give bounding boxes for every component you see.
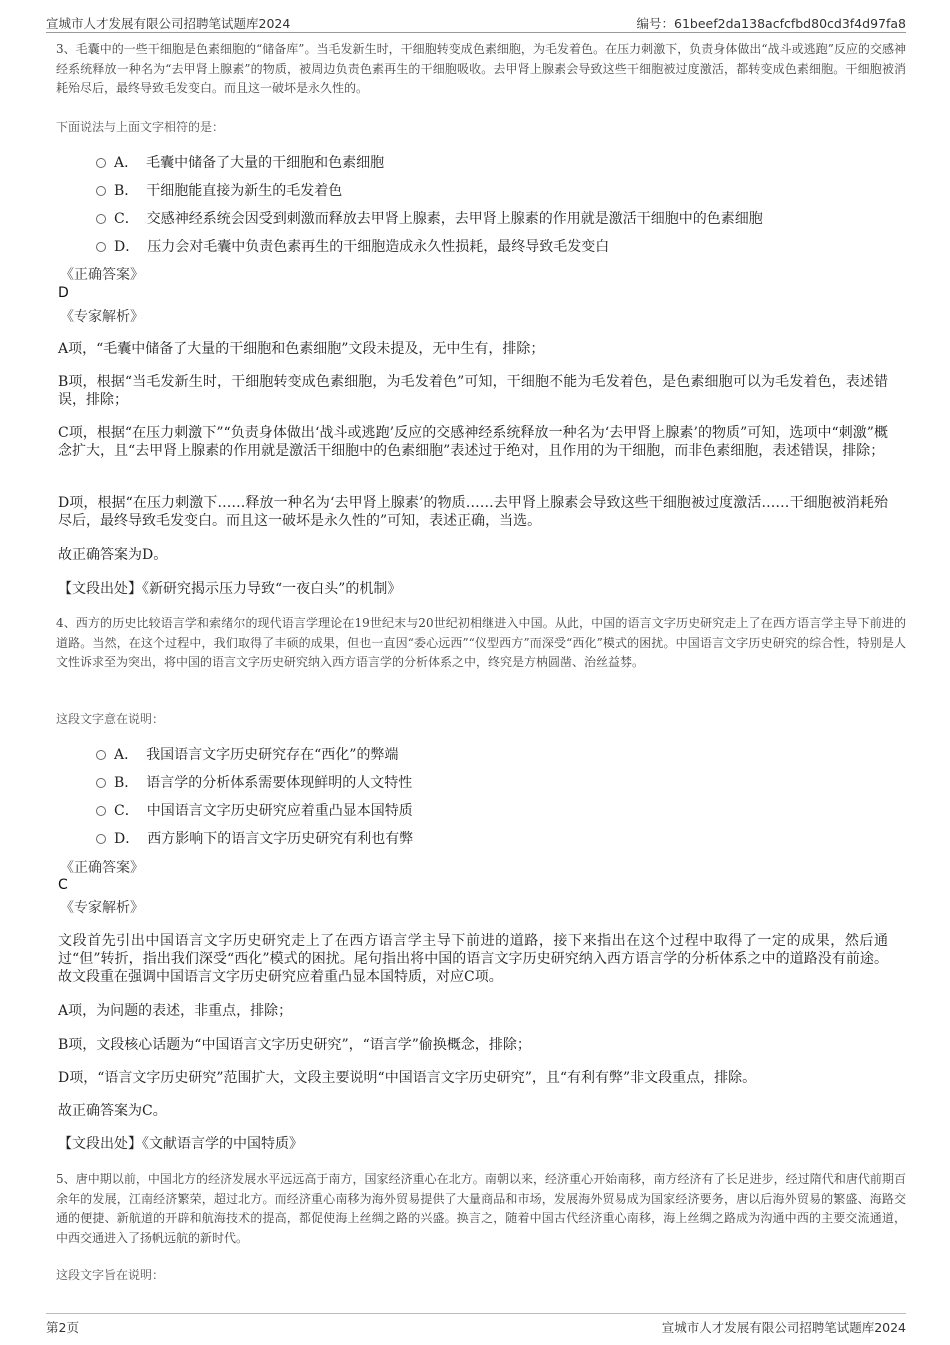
page-header: [46, 12, 906, 33]
radio-icon[interactable]: [96, 158, 106, 168]
q4-analysis-b: B项，文段核心话题为“中国语言文字历史研究”，“语言学”偷换概念，排除；: [58, 1037, 531, 1053]
radio-icon[interactable]: [96, 186, 106, 196]
q3-conclusion: 故正确答案为D。: [58, 547, 168, 563]
q4-analysis-main: 文段首先引出中国语言文字历史研究走上了在西方语言学主导下前进的道路，接下来指出在这个过程中取得了一定的成果，然后通过“但”转折，指出我们深受“西化”模式的困扰。尾句指出将中国的语言文字历史研究纳入西方语言学的分析体系之中的道路没有前途。故文段重在强调中国语言文字历史研究应着重凸显本国特质，对应C项。: [58, 933, 888, 985]
q3-option-b[interactable]: B． 干细胞能直接为新生的毛发着色: [96, 180, 342, 200]
q3-answer: D: [58, 285, 69, 301]
q3-passage: 3、毛囊中的一些干细胞是色素细胞的“储备库”。当毛发新生时，干细胞转变成色素细胞，为毛发着色。在压力刺激下，负责身体做出“战斗或逃跑”反应的交感神经系统释放一种名为“去甲肾上腺素”的物质，被周边负责色素再生的干细胞吸收。去甲肾上腺素会导致这些干细胞被过度激活，都转变成色素细胞。干细胞被消耗殆尽后，最终导致毛发变白。而且这一破坏是永久性的。: [56, 42, 906, 95]
q4-analysis-d: D项，“语言文字历史研究”范围扩大，文段主要说明“中国语言文字历史研究”，且“有利有弊”非文段重点，排除。: [58, 1070, 757, 1086]
page-number: 第2页: [46, 1320, 79, 1335]
q4-option-a[interactable]: A． 我国语言文字历史研究存在“西化”的弊端: [96, 744, 398, 764]
q3-answer-label: 《正确答案》: [60, 267, 144, 283]
radio-icon[interactable]: [96, 242, 106, 252]
q3-analysis-a: A项，“毛囊中储备了大量的干细胞和色素细胞”文段未提及，无中生有，排除；: [58, 341, 545, 357]
radio-icon[interactable]: [96, 750, 106, 760]
q3-analysis-b: B项，根据“当毛发新生时，干细胞转变成色素细胞，为毛发着色”可知，干细胞不能为毛发着色，是色素细胞可以为毛发着色，表述错误，排除；: [58, 374, 888, 408]
q3-analysis-label: 《专家解析》: [60, 309, 144, 325]
footer-title: 宣城市人才发展有限公司招聘笔试题库2024: [661, 1320, 906, 1335]
q4-option-b[interactable]: B． 语言学的分析体系需要体现鲜明的人文特性: [96, 772, 412, 792]
q4-option-c[interactable]: C． 中国语言文字历史研究应着重凸显本国特质: [96, 800, 413, 820]
q5-passage: 5、唐中期以前，中国北方的经济发展水平远远高于南方，国家经济重心在北方。南朝以来，经济重心开始南移，南方经济有了长足进步，经过隋代和唐代前期百余年的发展，江南经济繁荣，超过北方。而经济重心南移为海外贸易提供了大量商品和市场，发展海外贸易成为国家经济要务，唐以后海外贸易的繁盛、海路交通的便捷、新航道的开辟和航海技术的提高，都促使海上丝绸之路的兴盛。换言之，随着中国古代经济重心南移，海上丝绸之路成为沟通中西的主要交流通道，中西交通进入了扬帆远航的新时代。: [56, 1172, 906, 1245]
q3-option-a[interactable]: A． 毛囊中储备了大量的干细胞和色素细胞: [96, 152, 384, 172]
radio-icon[interactable]: [96, 778, 106, 788]
q3-option-d[interactable]: D． 压力会对毛囊中负责色素再生的干细胞造成永久性损耗，最终导致毛发变白: [96, 236, 609, 256]
q4-answer: C: [58, 877, 68, 893]
radio-icon[interactable]: [96, 214, 106, 224]
q4-prompt: 这段文字意在说明：: [56, 712, 165, 726]
q5-prompt: 这段文字旨在说明：: [56, 1268, 165, 1282]
q4-source: 【文段出处】《文献语言学的中国特质》: [58, 1136, 303, 1152]
header-title: 宣城市人才发展有限公司招聘笔试题库2024: [46, 16, 291, 31]
q4-answer-label: 《正确答案》: [60, 860, 144, 876]
q3-source: 【文段出处】《新研究揭示压力导致“一夜白头”的机制》: [58, 581, 402, 597]
q4-conclusion: 故正确答案为C。: [58, 1103, 167, 1119]
radio-icon[interactable]: [96, 834, 106, 844]
q4-analysis-a: A项，为问题的表述，非重点，排除；: [58, 1003, 293, 1019]
q4-analysis-label: 《专家解析》: [60, 900, 144, 916]
document-id: 编号：61beef2da138acfcfbd80cd3f4d97fa8: [636, 16, 906, 31]
radio-icon[interactable]: [96, 806, 106, 816]
q3-analysis-d: D项，根据“在压力刺激下……释放一种名为‘去甲肾上腺素’的物质……去甲肾上腺素会导致这些干细胞被过度激活……干细胞被消耗殆尽后，最终导致毛发变白。而且这一破坏是永久性的”可知，表述正确，当选。: [58, 495, 888, 529]
q3-option-c[interactable]: C． 交感神经系统会因受到刺激而释放去甲肾上腺素，去甲肾上腺素的作用就是激活干细胞中的色素细胞: [96, 208, 763, 228]
q3-prompt: 下面说法与上面文字相符的是：: [56, 120, 225, 134]
q4-passage: 4、西方的历史比较语言学和索绪尔的现代语言学理论在19世纪末与20世纪初相继进入中国。从此，中国的语言文字历史研究走上了在西方语言学主导下前进的道路。当然，在这个过程中，我们取得了丰硕的成果，但也一直因“委心远西”“仪型西方”而深受“西化”模式的困扰。中国语言文字历史研究的综合性，特别是人文性诉求至为突出，将中国的语言文字历史研究纳入西方语言学的分析体系之中，终究是方枘圆凿、治丝益棼。: [56, 616, 906, 669]
page-footer: [46, 1313, 906, 1334]
q4-option-d[interactable]: D． 西方影响下的语言文字历史研究有利也有弊: [96, 828, 413, 848]
q3-analysis-c: C项，根据“在压力刺激下”“负责身体做出‘战斗或逃跑’反应的交感神经系统释放一种名为‘去甲肾上腺素’的物质”可知，选项中“刺激”概念扩大，且“去甲肾上腺素的作用就是激活干细胞中的色素细胞”表述过于绝对，且作用的为干细胞，而非色素细胞，表述错误，排除；: [58, 425, 888, 459]
